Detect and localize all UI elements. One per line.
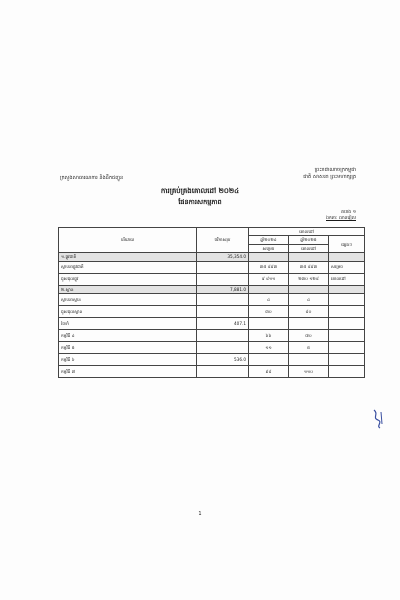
cell-note bbox=[329, 306, 365, 318]
cell-note bbox=[329, 294, 365, 306]
cell-col-b bbox=[289, 318, 329, 330]
page-number: 1 bbox=[198, 511, 202, 517]
cell-budget: 7,881.0 bbox=[197, 285, 249, 293]
header-col-b-sub: គោលដៅ bbox=[289, 244, 329, 252]
cell-budget bbox=[197, 342, 249, 354]
cell-col-a: ១១ bbox=[249, 342, 289, 354]
table-number: តារាង ១ bbox=[341, 210, 356, 215]
cell-budget bbox=[197, 366, 249, 378]
cell-budget bbox=[197, 306, 249, 318]
cell-description: កម្មវិធី ៥ bbox=[59, 342, 197, 354]
cell-col-a bbox=[249, 354, 289, 366]
table-row bbox=[59, 366, 365, 378]
cell-budget: 407.1 bbox=[197, 318, 249, 330]
cell-col-b bbox=[289, 354, 329, 366]
cell-col-b: ៣៥ ៨៩៣ bbox=[289, 261, 329, 273]
cell-description: ជួសជុលស្ពាន bbox=[59, 306, 197, 318]
cell-col-a bbox=[249, 285, 289, 293]
signature-mark bbox=[370, 408, 386, 430]
header-note: ផ្សេងៗ bbox=[329, 236, 365, 253]
cell-col-b: ១១០ bbox=[289, 366, 329, 378]
cell-note bbox=[329, 354, 365, 366]
cell-note bbox=[329, 366, 365, 378]
targets-table bbox=[58, 227, 365, 378]
header-col-b: ឆ្នាំ២០២៥ bbox=[289, 236, 329, 244]
cell-budget bbox=[197, 294, 249, 306]
cell-col-b bbox=[289, 285, 329, 293]
cell-description: ១.ផ្លូវជាតិ bbox=[59, 253, 197, 261]
cell-note bbox=[329, 318, 365, 330]
unit-note: ឯកតា: លានរៀល bbox=[326, 216, 356, 221]
document-title: ការគ្រប់គ្រងគោលដៅ ២០២៤ bbox=[160, 187, 240, 195]
national-motto bbox=[226, 167, 356, 181]
cell-budget bbox=[197, 273, 249, 285]
cell-col-a bbox=[249, 253, 289, 261]
table-section-row bbox=[59, 253, 365, 261]
cell-col-b: ៨០ bbox=[289, 306, 329, 318]
cell-budget bbox=[197, 261, 249, 273]
table-row bbox=[59, 261, 365, 273]
cell-description: ថែទាំ bbox=[59, 318, 197, 330]
table-row bbox=[59, 294, 365, 306]
header-budget: ថវិកាសរុប bbox=[197, 228, 249, 253]
cell-budget: 35,354.0 bbox=[197, 253, 249, 261]
cell-budget bbox=[197, 330, 249, 342]
cell-description: ជួសជុលផ្លូវ bbox=[59, 273, 197, 285]
table-row bbox=[59, 318, 365, 330]
cell-col-a: ៣៥ ៨៩៣ bbox=[249, 261, 289, 273]
cell-col-a: ៣០ bbox=[249, 306, 289, 318]
cell-note bbox=[329, 330, 365, 342]
document-subtitle: ផែនការសកម្មភាព bbox=[178, 198, 222, 206]
table-row bbox=[59, 354, 365, 366]
motto-line-1: ព្រះរាជាណាចក្រកម្ពុជា bbox=[314, 167, 356, 173]
cell-description: កម្មវិធី ៦ bbox=[59, 354, 197, 366]
cell-col-b: ២៣០ ១២៨ bbox=[289, 273, 329, 285]
cell-description: កម្មវិធី ៧ bbox=[59, 366, 197, 378]
cell-col-a: ៦៦ bbox=[249, 330, 289, 342]
cell-col-a: ៤ bbox=[249, 294, 289, 306]
cell-description: ២.ស្ពាន bbox=[59, 285, 197, 293]
table-row bbox=[59, 330, 365, 342]
header-description: បរិយាយ bbox=[59, 228, 197, 253]
cell-description: ស្ថាបនាផ្លូវជាតិ bbox=[59, 261, 197, 273]
table-section-row bbox=[59, 285, 365, 293]
table-body bbox=[59, 253, 365, 378]
cell-note bbox=[329, 253, 365, 261]
cell-col-a bbox=[249, 318, 289, 330]
cell-col-b: ៤ bbox=[289, 294, 329, 306]
cell-col-b bbox=[289, 253, 329, 261]
cell-col-a: ៩៨ bbox=[249, 366, 289, 378]
motto-line-2: ជាតិ សាសនា ព្រះមហាក្សត្រ bbox=[303, 174, 356, 180]
table-header-row-1 bbox=[59, 228, 365, 236]
header-col-a-sub: សម្រេច bbox=[249, 244, 289, 252]
ministry-name: ក្រសួងសាធារណការ និងដឹកជញ្ជូន bbox=[60, 175, 124, 181]
cell-note: សម្រេច bbox=[329, 261, 365, 273]
table-row bbox=[59, 306, 365, 318]
cell-note bbox=[329, 285, 365, 293]
table-row bbox=[59, 342, 365, 354]
cell-budget: 536.0 bbox=[197, 354, 249, 366]
cell-description: កម្មវិធី ៤ bbox=[59, 330, 197, 342]
header-group: គោលដៅ bbox=[249, 228, 365, 236]
header-col-a: ឆ្នាំ២០២៤ bbox=[249, 236, 289, 244]
cell-col-a: ៩ ៨១១ bbox=[249, 273, 289, 285]
table-row bbox=[59, 273, 365, 285]
cell-col-b: ៥ bbox=[289, 342, 329, 354]
cell-description: ស្ថាបនាស្ពាន bbox=[59, 294, 197, 306]
cell-col-b: ៧០ bbox=[289, 330, 329, 342]
table-note bbox=[326, 210, 356, 222]
cell-note: គោលដៅ bbox=[329, 273, 365, 285]
cell-note bbox=[329, 342, 365, 354]
